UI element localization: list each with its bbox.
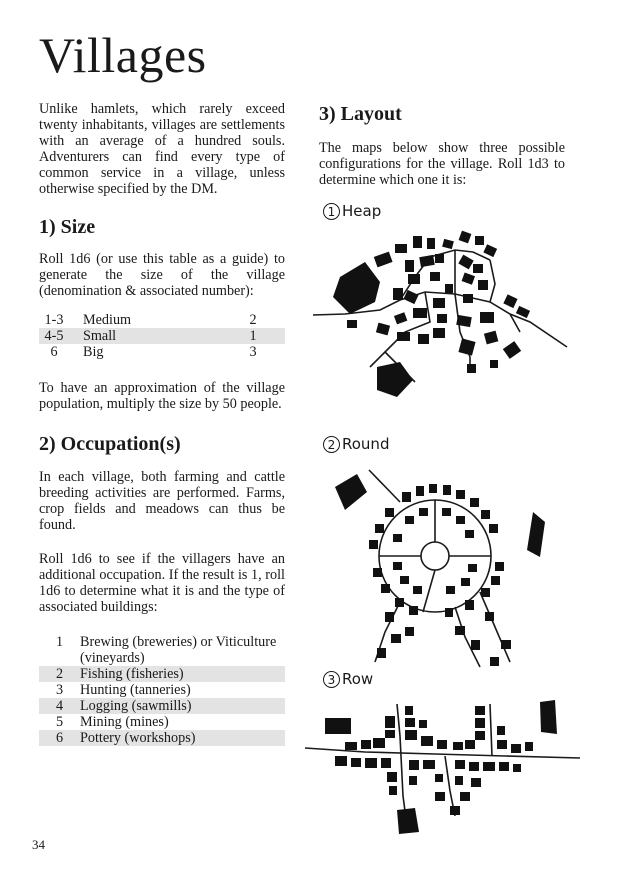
map-number-badge: 1	[323, 203, 340, 220]
page-title: Villages	[39, 27, 207, 83]
map-number-badge: 3	[323, 671, 340, 688]
occupation-row	[39, 730, 285, 746]
row-buildings	[325, 700, 557, 834]
size-roll: 1-3	[44, 312, 64, 328]
map-label: Heap	[342, 202, 382, 220]
layout-paragraph: The maps below show three possible configurations for the village. Roll 1d3 to determine which one it is:	[319, 140, 565, 188]
size-name: Big	[83, 344, 104, 360]
layout-heading: 3) Layout	[319, 103, 402, 125]
size-table	[39, 312, 285, 360]
occupation-name: Brewing (breweries) or Viticulture (vineyards)	[80, 634, 277, 666]
size-roll: 4-5	[39, 328, 69, 344]
round-buildings	[335, 474, 545, 666]
occupation-name: Fishing (fisheries)	[80, 666, 285, 682]
population-note: To have an approximation of the village population, multiply the size by 50 people.	[39, 380, 285, 412]
occupation-row	[39, 714, 285, 730]
map-caption-heap	[323, 202, 381, 220]
occupation-roll: 3	[55, 682, 64, 698]
size-name: Medium	[83, 312, 132, 328]
size-heading: 1) Size	[39, 216, 96, 238]
size-number: 1	[221, 328, 285, 344]
map-round	[305, 462, 580, 672]
map-caption-row	[323, 670, 373, 688]
left-column	[39, 101, 285, 746]
map-heap	[305, 222, 580, 397]
occupation-row	[39, 698, 285, 714]
map-number-badge: 2	[323, 436, 340, 453]
right-column	[319, 102, 565, 188]
occupation-name: Mining (mines)	[80, 714, 169, 730]
occupation-heading: 2) Occupation(s)	[39, 433, 181, 455]
size-row	[39, 344, 285, 360]
heap-buildings	[333, 231, 530, 397]
occupation-name: Pottery (workshops)	[80, 730, 285, 746]
size-row	[39, 312, 285, 328]
size-number: 2	[249, 312, 257, 328]
occupation-paragraph-1: In each village, both farming and cattle breeding activities are performed. Farms, crop fields and meadows can thus be found.	[39, 469, 285, 533]
map-caption-round	[323, 435, 389, 453]
round-ring-outer	[369, 484, 504, 617]
size-number: 3	[249, 344, 257, 360]
occupation-name: Hunting (tanneries)	[80, 682, 191, 698]
map-label: Round	[342, 435, 390, 453]
occupation-row	[39, 682, 285, 698]
occupation-roll: 1	[55, 634, 64, 650]
occupation-name: Logging (sawmills)	[80, 698, 285, 714]
occupation-paragraph-2: Roll 1d6 to see if the villagers have an additional occupation. If the result is 1, roll 1d6 to determine what it is and the type of associated buildings:	[39, 551, 285, 615]
occupation-roll: 2	[39, 666, 80, 682]
occupation-row	[39, 634, 285, 666]
occupation-roll: 5	[55, 714, 64, 730]
occupation-roll: 6	[39, 730, 80, 746]
map-label: Row	[342, 670, 374, 688]
size-paragraph: Roll 1d6 (or use this table as a guide) to generate the size of the village (denomination & associated number):	[39, 251, 285, 299]
occupation-table	[39, 634, 285, 746]
occupation-roll: 4	[39, 698, 80, 714]
round-roads	[369, 470, 510, 667]
size-row	[39, 328, 285, 344]
intro-paragraph: Unlike hamlets, which rarely exceed twenty inhabitants, villages are settlements with an average of a hundred souls. Adventurers can find every type of common service in a village, unless otherwise specified by the DM.	[39, 101, 285, 197]
occupation-row	[39, 666, 285, 682]
page-number: 34	[32, 837, 45, 852]
size-roll: 6	[50, 344, 58, 360]
size-name: Small	[69, 328, 221, 344]
map-row	[305, 696, 585, 836]
